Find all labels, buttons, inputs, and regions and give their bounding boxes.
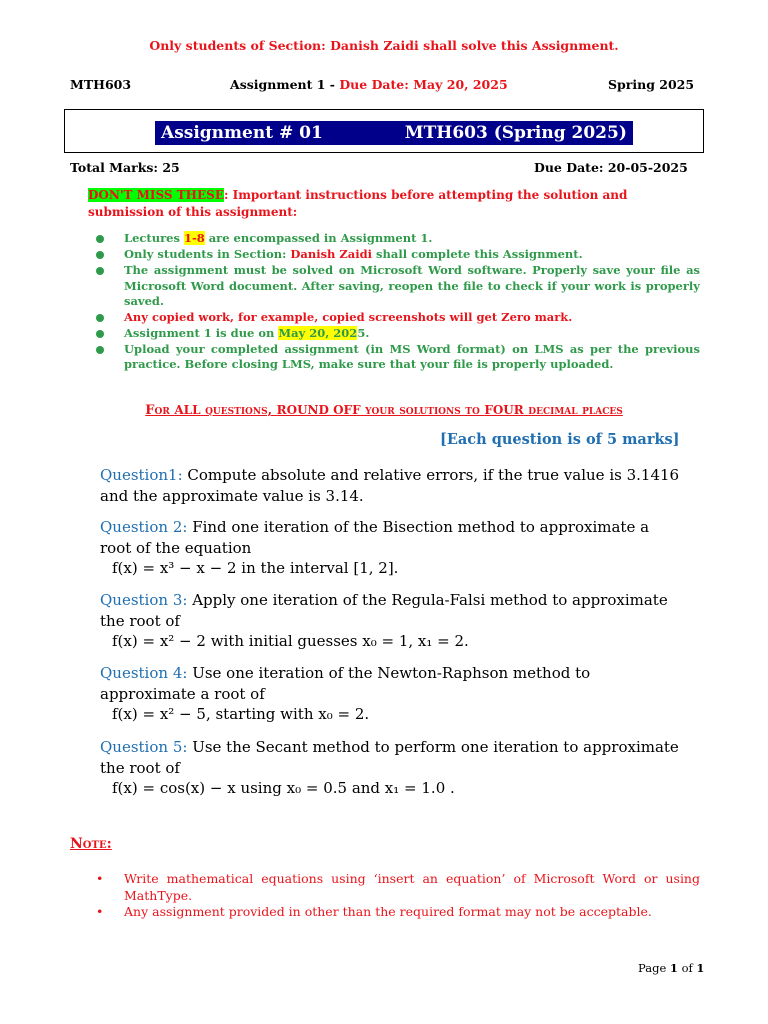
assignment-label: Assignment 1 - bbox=[230, 77, 340, 92]
question-label: Question 5: bbox=[100, 738, 188, 756]
note-list bbox=[96, 871, 700, 921]
page-current: 1 bbox=[669, 961, 678, 975]
title-band bbox=[155, 121, 633, 145]
bullet-text: Any copied work, for example, copied screenshots will get Zero mark. bbox=[124, 309, 573, 324]
question-2 bbox=[100, 517, 680, 579]
round-text: your solutions to bbox=[360, 403, 485, 418]
question-text: Compute absolute and relative errors, if the true value is 3.1416 and the approximate value is 3.14. bbox=[100, 466, 680, 505]
round-text: ROUND OFF bbox=[276, 403, 361, 417]
note-heading bbox=[70, 836, 112, 852]
term: Spring 2025 bbox=[608, 77, 695, 92]
total-marks: Total Marks: 25 bbox=[70, 160, 180, 175]
question-1 bbox=[100, 465, 680, 506]
page-label: Page bbox=[638, 961, 670, 975]
dont-miss-highlight: DON'T MISS THESE bbox=[88, 188, 224, 202]
equation: f(x) = cos(x) − x using x₀ = 0.5 and x₁ = 1.0 . bbox=[112, 779, 455, 797]
question-label: Question 4: bbox=[100, 664, 188, 682]
bullet-text: shall complete this Assignment. bbox=[372, 247, 583, 261]
instructions-heading bbox=[88, 187, 700, 221]
instruction-list bbox=[96, 231, 700, 373]
list-item bbox=[96, 326, 700, 342]
round-text: ALL bbox=[174, 403, 201, 417]
section-name: Danish Zaidi bbox=[290, 247, 373, 261]
bullet-text: Lectures bbox=[124, 231, 184, 245]
question-label: Question 3: bbox=[100, 591, 188, 609]
bullet-text: 5. bbox=[357, 325, 370, 340]
bullet-icon: • bbox=[96, 904, 104, 919]
question-label: Question1: bbox=[100, 466, 183, 484]
bullet-icon bbox=[96, 314, 104, 322]
question-text: Use one iteration of the Newton-Raphson method to approximate a root of bbox=[100, 664, 591, 703]
note-colon: : bbox=[106, 836, 112, 852]
question-text: Use the Secant method to perform one iteration to approximate the root of bbox=[100, 738, 679, 777]
equation: f(x) = x³ − x − 2 in the interval [1, 2]. bbox=[112, 559, 399, 577]
bullet-text: Assignment 1 is due on bbox=[124, 325, 279, 340]
bullet-icon bbox=[96, 235, 104, 243]
title-assignment: Assignment # 01 bbox=[161, 123, 323, 143]
section-notice: Only students of Section: Danish Zaidi shall solve this Assignment. bbox=[149, 38, 619, 53]
equation: f(x) = x² − 5, starting with x₀ = 2. bbox=[112, 705, 370, 723]
round-off-instruction bbox=[0, 403, 768, 418]
round-text: For bbox=[145, 403, 175, 418]
list-item bbox=[96, 247, 700, 263]
instructions-intro: : Important instructions before attempting the solution and submission of this assignment: bbox=[88, 188, 628, 219]
question-label: Question 2: bbox=[100, 518, 188, 536]
page-total: 1 bbox=[696, 961, 705, 975]
bullet-icon bbox=[96, 330, 104, 338]
bullet-icon: • bbox=[96, 871, 104, 886]
list-item bbox=[96, 310, 700, 326]
round-text: decimal places bbox=[523, 403, 623, 418]
bullet-text: are encompassed in Assignment 1. bbox=[204, 231, 433, 245]
question-3 bbox=[100, 590, 680, 652]
title-course: MTH603 (Spring 2025) bbox=[404, 123, 627, 143]
question-text: Find one iteration of the Bisection method to approximate a root of the equation bbox=[100, 518, 650, 557]
note-text: Any assignment provided in other than the required format may not be acceptable. bbox=[124, 904, 652, 919]
bullet-icon bbox=[96, 346, 104, 354]
due-date-highlight: May 20, 202 bbox=[278, 325, 358, 340]
lectures-highlight: 1-8 bbox=[183, 231, 205, 245]
note-label: Note bbox=[70, 836, 107, 852]
note-text: Write mathematical equations using ‘insert an equation’ of Microsoft Word or using MathType. bbox=[124, 871, 700, 903]
round-text: FOUR bbox=[484, 403, 524, 417]
title-box bbox=[64, 109, 704, 153]
marks-per-question: [Each question is of 5 marks] bbox=[440, 431, 680, 448]
bullet-text: The assignment must be solved on Microsoft Word software. Properly save your file as Microsoft Word document. After saving, reopen the file to check if your work is properly saved. bbox=[124, 263, 700, 309]
round-text: questions, bbox=[200, 403, 277, 418]
question-4 bbox=[100, 663, 680, 725]
equation: f(x) = x² − 2 with initial guesses x₀ = 1, x₁ = 2. bbox=[112, 632, 469, 650]
list-item bbox=[96, 263, 700, 310]
bullet-icon bbox=[96, 251, 104, 259]
list-item bbox=[96, 231, 700, 247]
list-item bbox=[96, 871, 700, 904]
list-item bbox=[96, 904, 700, 921]
page-number bbox=[638, 961, 704, 975]
bullet-text: Upload your completed assignment (in MS Word format) on LMS as per the previous practice. Before closing LMS, make sure that your file is properly uploaded. bbox=[124, 341, 700, 372]
header-due-date: Due Date: May 20, 2025 bbox=[339, 77, 508, 92]
question-text: Apply one iteration of the Regula-Falsi method to approximate the root of bbox=[100, 591, 668, 630]
page-of: of bbox=[677, 961, 697, 975]
list-item bbox=[96, 342, 700, 373]
due-date: Due Date: 20-05-2025 bbox=[534, 160, 688, 175]
bullet-icon bbox=[96, 267, 104, 275]
assignment-header bbox=[230, 77, 508, 92]
course-code: MTH603 bbox=[70, 77, 132, 92]
bullet-text: Only students in Section: bbox=[124, 247, 291, 261]
question-5 bbox=[100, 737, 680, 799]
